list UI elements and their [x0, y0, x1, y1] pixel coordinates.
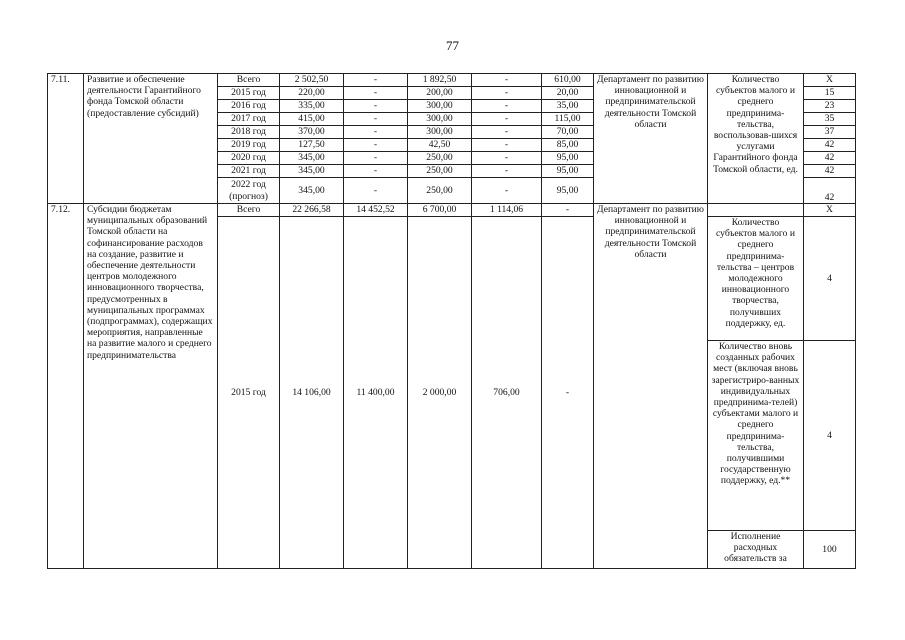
indicator: Количество вновь созданных рабочих мест (включая вновь зарегистриро-ванных индивидуальных предпринима-телей) субъектами малого и среднего предпринима-тельства, получившими государственную поддержку, ед.**: [708, 341, 804, 531]
table-row: Исполнение расходных обязательств за 100: [48, 531, 856, 569]
table-row: 2015 год 220,00 - 200,00 - 20,00 15: [48, 87, 856, 100]
table-row: 2018 год 370,00 - 300,00 - 70,00 37: [48, 126, 856, 139]
table-row: 2019 год 127,50 - 42,50 - 85,00 42: [48, 139, 856, 152]
measure-name: Субсидии бюджетам муниципальных образований Томской области на софинансирование расходов на создание, развитие и обеспечение деятельности центров молодежного инновационного творчества, предусмотренных в муниципальных программах (подпрограммах), содержащих мероприятия, направленные на развитие малого и среднего предпринимательства: [84, 204, 218, 569]
table-row: 2020 год 345,00 - 250,00 - 95,00 42: [48, 152, 856, 165]
table-row: 2021 год 345,00 - 250,00 - 95,00 42: [48, 165, 856, 178]
table-row: 2022 год (прогноз) 345,00 - 250,00 - 95,00 42: [48, 178, 856, 204]
indicator: Количество субъектов малого и среднего предпринима-тельства, воспользовав-шихся услугами Гарантийного фонда Томской области, ед.: [708, 74, 804, 204]
department: Департамент по развитию инновационной и предпринимательской деятельности Томской области: [594, 204, 708, 569]
table-row: 2016 год 335,00 - 300,00 - 35,00 23: [48, 100, 856, 113]
table-row: Количество вновь созданных рабочих мест (включая вновь зарегистриро-ванных индивидуальных предпринима-телей) субъектами малого и среднего предпринима-тельства, получившими государственную поддержку, ед.** 4: [48, 341, 856, 531]
row-number: 7.12.: [48, 204, 84, 569]
row-number: 7.11.: [48, 74, 84, 204]
table-row: 7.12. Субсидии бюджетам муниципальных образований Томской области на софинансирование расходов на создание, развитие и обеспечение деятельности центров молодежного инновационного творчества, предусмотренных в муниципальных программах (подпрограммах), содержащих мероприятия, направленные на развитие малого и среднего предпринимательства Всего 22 266,58 14 452,52 6 700,00 1 114,06 - Департамент по развитию инновационной и предпринимательской деятельности Томской области Х: [48, 204, 856, 217]
table-row: 7.11. Развитие и обеспечение деятельности Гарантийного фонда Томской области (предоставление субсидий) Всего 2 502,50 - 1 892,50 - 610,00 Департамент по развитию инновационной и предпринимательской деятельности Томской области Количество субъектов малого и среднего предпринима-тельства, воспользовав-шихся услугами Гарантийного фонда Томской области, ед. Х: [48, 74, 856, 87]
indicator: Исполнение расходных обязательств за: [708, 531, 804, 569]
table-row: 2017 год 415,00 - 300,00 - 115,00 35: [48, 113, 856, 126]
indicator: Количество субъектов малого и среднего предпринима-тельства – центров молодежного инновационного творчества, получивших поддержку, ед.: [708, 217, 804, 341]
program-table: [47, 73, 856, 569]
table-row: 2015 год 14 106,00 11 400,00 2 000,00 706,00 - Количество субъектов малого и среднего предпринима-тельства – центров молодежного инновационного творчества, получивших поддержку, ед. 4: [48, 217, 856, 341]
page-number: 77: [446, 38, 459, 53]
measure-name: Развитие и обеспечение деятельности Гарантийного фонда Томской области (предоставление субсидий): [84, 74, 218, 204]
department: Департамент по развитию инновационной и предпринимательской деятельности Томской области: [594, 74, 708, 204]
